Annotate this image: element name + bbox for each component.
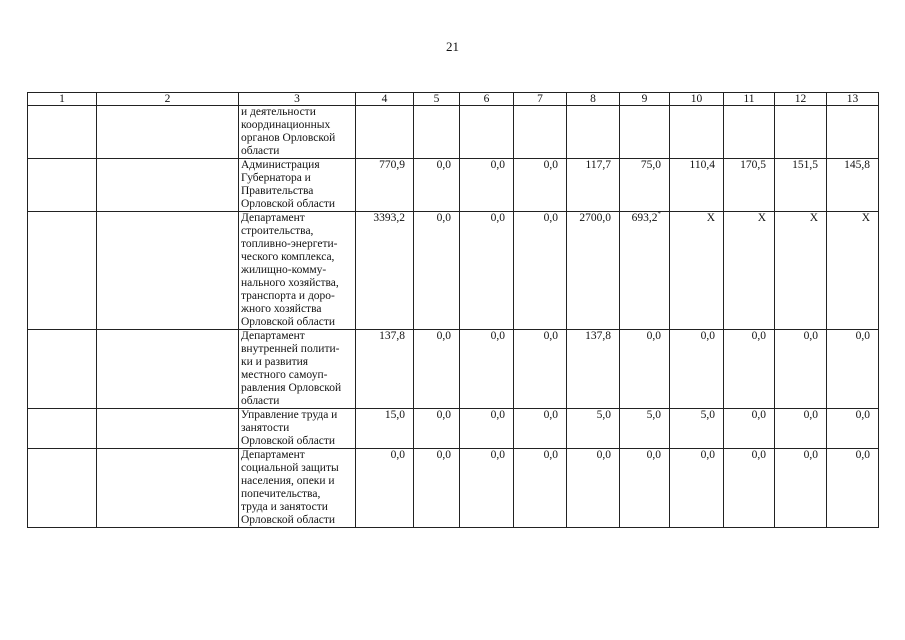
organization-name-line: и деятельности <box>241 106 316 118</box>
value-cell <box>827 106 879 159</box>
cell-value: 2700,0 <box>579 212 611 224</box>
organization-name-line: Департамент <box>241 330 305 342</box>
organization-name-line: равления Орловской <box>241 382 342 394</box>
value-cell <box>356 409 414 449</box>
value-cell <box>414 330 460 409</box>
value-cell <box>827 409 879 449</box>
value-cell <box>514 330 567 409</box>
cell-value: 0,0 <box>855 330 870 342</box>
organization-name-cell <box>239 159 356 212</box>
organization-name-line: внутренней полити- <box>241 343 340 355</box>
value-cell <box>620 330 670 409</box>
organization-name-line: местного самоуп- <box>241 369 328 381</box>
organization-name-line: Правительства <box>241 185 314 197</box>
table-row <box>28 106 879 159</box>
column-header: 2 <box>97 93 239 106</box>
column-header: 8 <box>567 93 620 106</box>
organization-name-line: области <box>241 395 280 407</box>
column-header: 4 <box>356 93 414 106</box>
value-cell <box>460 106 514 159</box>
value-cell <box>775 449 827 528</box>
cell-value: 0,0 <box>855 449 870 461</box>
organization-name-line: населения, опеки и <box>241 475 335 487</box>
organization-name-line: Департамент <box>241 449 305 461</box>
organization-name-line: транспорта и доро- <box>241 290 335 302</box>
col2-cell <box>97 159 239 212</box>
organization-name-line: ки и развития <box>241 356 309 368</box>
col2-cell <box>97 106 239 159</box>
cell-value: 75,0 <box>640 159 661 171</box>
column-header: 13 <box>827 93 879 106</box>
cell-value: 693,2 <box>631 212 658 224</box>
value-cell <box>670 409 724 449</box>
organization-name-line: Губернатора и <box>241 172 311 184</box>
cell-value: 0,0 <box>596 449 611 461</box>
cell-value: 151,5 <box>792 159 818 171</box>
value-cell <box>356 106 414 159</box>
cell-value: Х <box>706 212 715 224</box>
value-cell <box>356 449 414 528</box>
column-header: 12 <box>775 93 827 106</box>
value-cell <box>460 449 514 528</box>
organization-name-line: Орловской области <box>241 198 336 210</box>
value-cell <box>670 159 724 212</box>
value-cell <box>514 106 567 159</box>
organization-name-line: топливно-энергети- <box>241 238 338 250</box>
column-header: 11 <box>724 93 775 106</box>
cell-value: 0,0 <box>436 330 451 342</box>
cell-value: 0,0 <box>700 330 715 342</box>
value-cell <box>460 159 514 212</box>
cell-value: 0,0 <box>436 159 451 171</box>
value-cell <box>460 212 514 330</box>
value-cell <box>775 330 827 409</box>
value-cell <box>460 330 514 409</box>
value-cell <box>670 106 724 159</box>
cell-value: 5,0 <box>700 409 715 421</box>
cell-value: 170,5 <box>740 159 766 171</box>
organization-name-line: жилищно-комму- <box>241 264 327 276</box>
organization-name-line: труда и занятости <box>241 501 328 513</box>
value-cell <box>724 449 775 528</box>
value-cell <box>414 212 460 330</box>
cell-value: 117,7 <box>585 159 611 171</box>
cell-value: 145,8 <box>844 159 870 171</box>
cell-value: 0,0 <box>490 449 505 461</box>
table-row <box>28 449 879 528</box>
value-cell <box>827 159 879 212</box>
value-cell <box>827 212 879 330</box>
cell-value: 0,0 <box>646 449 661 461</box>
column-header: 5 <box>414 93 460 106</box>
value-cell <box>724 106 775 159</box>
col2-cell <box>97 212 239 330</box>
value-cell <box>827 330 879 409</box>
value-cell <box>724 159 775 212</box>
column-header: 3 <box>239 93 356 106</box>
col1-cell <box>28 409 97 449</box>
cell-value: 0,0 <box>803 409 818 421</box>
value-cell <box>724 212 775 330</box>
cell-value: Х <box>809 212 818 224</box>
organization-name-line: Орловской области <box>241 514 336 526</box>
cell-value: 0,0 <box>543 159 558 171</box>
organization-name-line: Департамент <box>241 212 305 224</box>
value-cell <box>620 409 670 449</box>
col2-cell <box>97 409 239 449</box>
column-header: 10 <box>670 93 724 106</box>
value-cell <box>567 212 620 330</box>
organization-name-cell <box>239 212 356 330</box>
value-cell <box>827 449 879 528</box>
organization-name-line: нального хозяйства, <box>241 277 339 289</box>
value-cell <box>414 449 460 528</box>
organization-name-cell <box>239 330 356 409</box>
column-header: 6 <box>460 93 514 106</box>
cell-value: 0,0 <box>543 330 558 342</box>
table-row <box>28 159 879 212</box>
col2-cell <box>97 449 239 528</box>
cell-value: 0,0 <box>543 449 558 461</box>
value-cell <box>620 212 670 330</box>
organization-name-line: строительства, <box>241 225 314 237</box>
table-row <box>28 212 879 330</box>
organization-name-line: занятости <box>241 422 290 434</box>
value-cell <box>514 159 567 212</box>
value-cell <box>414 159 460 212</box>
organization-name-cell <box>239 449 356 528</box>
organization-name-cell <box>239 106 356 159</box>
cell-value: Х <box>757 212 766 224</box>
cell-value: 15,0 <box>384 409 405 421</box>
value-cell <box>514 212 567 330</box>
value-cell <box>724 409 775 449</box>
col1-cell <box>28 449 97 528</box>
organization-name-line: Администрация <box>241 159 320 171</box>
value-cell <box>414 106 460 159</box>
col2-cell <box>97 330 239 409</box>
cell-value: 0,0 <box>543 212 558 224</box>
organization-name-line: Орловской области <box>241 316 336 328</box>
footnote-mark: * <box>657 210 661 219</box>
col1-cell <box>28 330 97 409</box>
cell-value: 0,0 <box>646 330 661 342</box>
column-header: 9 <box>620 93 670 106</box>
organization-name-line: жного хозяйства <box>241 303 322 315</box>
value-cell <box>775 212 827 330</box>
value-cell <box>775 409 827 449</box>
organization-name-line: попечительства, <box>241 488 321 500</box>
value-cell <box>460 409 514 449</box>
cell-value: Х <box>861 212 870 224</box>
value-cell <box>567 409 620 449</box>
value-cell <box>670 449 724 528</box>
value-cell <box>567 449 620 528</box>
value-cell <box>724 330 775 409</box>
cell-value: 0,0 <box>490 409 505 421</box>
cell-value: 0,0 <box>803 330 818 342</box>
col1-cell <box>28 159 97 212</box>
cell-value: 0,0 <box>436 212 451 224</box>
cell-value: 0,0 <box>436 409 451 421</box>
organization-name-line: социальной защиты <box>241 462 339 474</box>
value-cell <box>620 159 670 212</box>
value-cell <box>775 106 827 159</box>
value-cell <box>356 330 414 409</box>
value-cell <box>567 159 620 212</box>
organization-name-line: ческого комплекса, <box>241 251 335 263</box>
column-header: 7 <box>514 93 567 106</box>
value-cell <box>356 212 414 330</box>
value-cell <box>514 449 567 528</box>
column-header: 1 <box>28 93 97 106</box>
page-number: 21 <box>446 39 459 54</box>
value-cell <box>670 330 724 409</box>
value-cell <box>514 409 567 449</box>
cell-value: 0,0 <box>700 449 715 461</box>
organization-name-line: координационных <box>241 119 331 131</box>
cell-value: 0,0 <box>490 159 505 171</box>
table-row <box>28 330 879 409</box>
cell-value: 0,0 <box>751 330 766 342</box>
col1-cell <box>28 212 97 330</box>
cell-value: 5,0 <box>596 409 611 421</box>
cell-value: 110,4 <box>689 159 715 171</box>
cell-value: 3393,2 <box>373 212 405 224</box>
value-cell <box>620 106 670 159</box>
cell-value: 0,0 <box>803 449 818 461</box>
organization-name-line: области <box>241 145 280 157</box>
cell-value: 137,8 <box>585 330 611 342</box>
cell-value: 0,0 <box>855 409 870 421</box>
cell-value: 0,0 <box>543 409 558 421</box>
organization-name-line: Орловской области <box>241 435 336 447</box>
cell-value: 0,0 <box>751 409 766 421</box>
col1-cell <box>28 106 97 159</box>
cell-value: 137,8 <box>379 330 405 342</box>
value-cell <box>567 330 620 409</box>
cell-value: 0,0 <box>751 449 766 461</box>
cell-value: 5,0 <box>646 409 661 421</box>
value-cell <box>620 449 670 528</box>
table-row <box>28 409 879 449</box>
value-cell <box>414 409 460 449</box>
cell-value: 0,0 <box>436 449 451 461</box>
value-cell <box>356 159 414 212</box>
budget-table <box>27 92 879 528</box>
cell-value: 770,9 <box>379 159 405 171</box>
value-cell <box>775 159 827 212</box>
cell-value: 0,0 <box>490 212 505 224</box>
organization-name-line: органов Орловской <box>241 132 336 144</box>
header-row <box>28 93 879 106</box>
value-cell <box>670 212 724 330</box>
cell-value: 0,0 <box>490 330 505 342</box>
organization-name-line: Управление труда и <box>241 409 338 421</box>
value-cell <box>567 106 620 159</box>
organization-name-cell <box>239 409 356 449</box>
cell-value: 0,0 <box>390 449 405 461</box>
